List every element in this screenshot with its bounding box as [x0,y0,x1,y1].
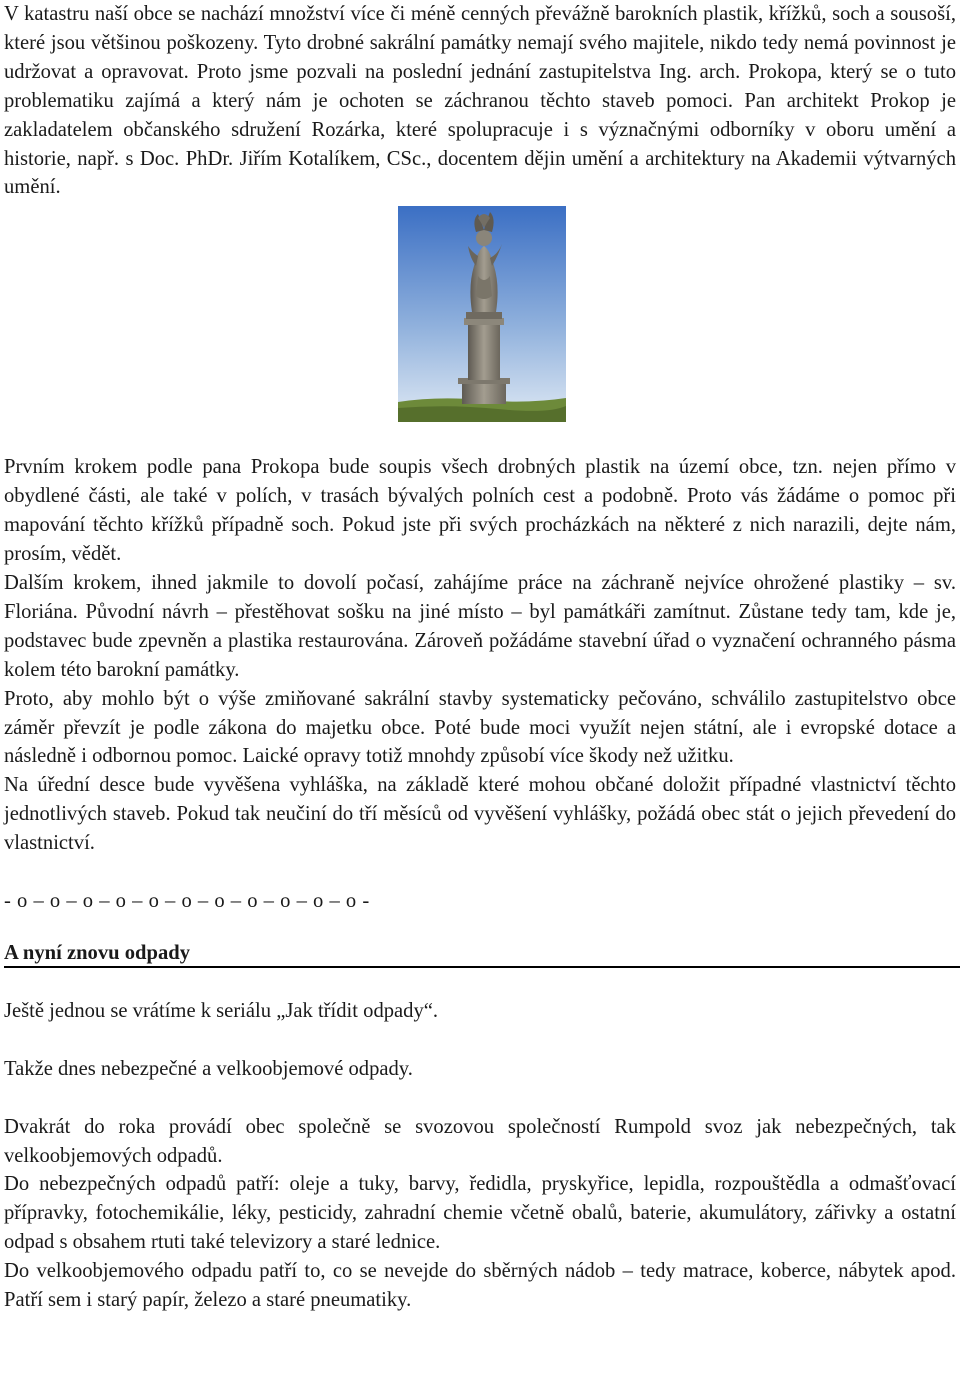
paragraph-florian: Dalším krokem, ihned jakmile to dovolí počasí, zahájíme práce na záchraně nejvíce ohrožené plastiky – sv. Floriána. Původní návrh – přestěhovat sošku na jiné místo – byl památkáři zamítnut. Zůstane tedy tam, kde je, podstavec bude zpevněn a plastika restaurována. Zároveň požádáme stavební úřad o vyznačení ochranného pásma kolem této barokní památky. [4,571,956,681]
paragraph-today: Takže dnes nebezpečné a velkoobjemové odpady. [4,1057,413,1080]
paragraph-first-step: Prvním krokem podle pana Prokopa bude soupis všech drobných plastik na území obce, tzn. nejen přímo v obydlené části, ale také v polích, v trasách bývalých polních cest a podobně. Proto vás žádáme o pomoc při mapování těchto křížků případně soch. Pokud jste při svých procházkách na některé z nich narazili, dejte nám, prosím, vědět. [4,456,956,566]
paragraph-notice: Na úřední desce bude vyvěšena vyhláška, na základě které mohou občané doložit případné vlastnictví těchto jednotlivých staveb. Pokud tak neučiní do tří měsíců od vyvěšení vyhlášky, požádá obec stát o jejich převedení do vlastnictví. [4,774,956,855]
paragraph-statues-intro: V katastru naší obce se nachází množství více či méně cenných převážně barokních plastik, křížků, soch a sousoší, které jsou většinou poškozeny. Tyto drobné sakrální památky nemají svého majitele, nikdo tedy nemá povinnost je udržovat a opravovat. Proto jsme pozvali na poslední jednání zastupitelstva Ing. arch. Prokopa, který se o tuto problematiku zajímá a který nám je ochoten se záchranou těchto staveb pomoci. Pan architekt Prokop je zakladatelem občanského sdružení Rozárka, které spolupracuje i s význačnými odborníky v oboru umění a historie, např. s Doc. PhDr. Jiřím Kotalíkem, CSc., docentem dějin umění a architektury na Akademii výtvarných umění. [4,3,956,199]
section-separator: - o – o – o – o – o – o – o – o – o – o – o - [4,890,370,913]
statue-photo [398,206,566,422]
section-heading [4,939,956,968]
paragraph-collection: Dvakrát do roka provádí obec společně se svozovou společností Rumpold svoz jak nebezpečných, tak velkoobjemových odpadů. [4,1115,956,1167]
section-heading-text: A nyní znovu odpady [4,941,190,964]
paragraph-hazardous: Do nebezpečných odpadů patří: oleje a tuky, barvy, ředidla, pryskyřice, lepidla, rozpouštědla a odmašťovací přípravky, fotochemikálie, léky, pesticidy, zahradní chemie včetně obalů, baterie, akumulátory, zářivky a ostatní odpad s obsahem rtuti také televizory a staré lednice. [4,1173,956,1254]
heading-underline [4,966,960,968]
paragraph-series: Ještě jednou se vrátíme k seriálu „Jak třídit odpady“. [4,999,439,1022]
paragraph-ownership: Proto, aby mohlo být o výše zmiňované sakrální stavby systematicky pečováno, schválilo zastupitelstvo obce záměr převzít je podle zákona do majetku obce. Poté bude moci využít nejen státní, ale i evropské dotace a následně i odbornou pomoc. Laické opravy totiž mnohdy způsobí více škody než užitku. [4,687,956,768]
document-page [4,0,956,1315]
paragraph-bulky: Do velkoobjemového odpadu patří to, co se nevejde do sběrných nádob – tedy matrace, koberce, nábytek apod. Patří sem i starý papír, železo a staré pneumatiky. [4,1260,956,1312]
photo-container [4,206,956,436]
